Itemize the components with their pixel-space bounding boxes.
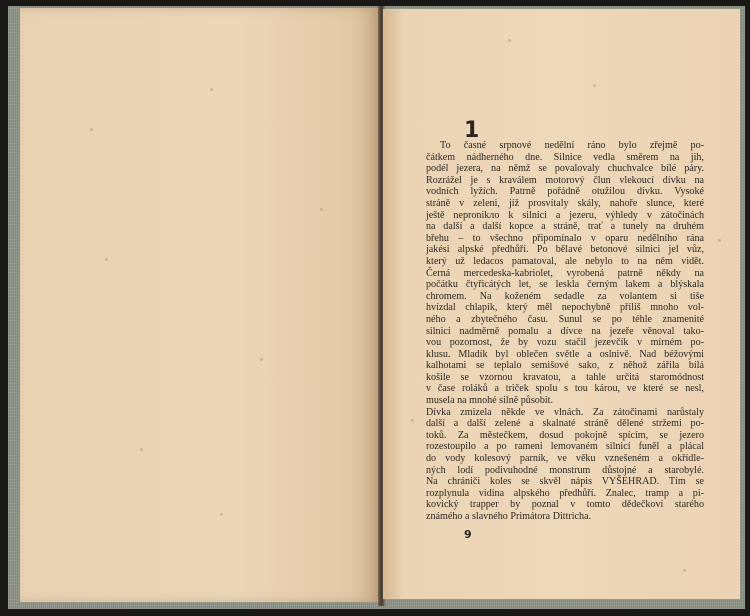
page-number: 9 <box>464 528 472 541</box>
text-line: ještě nepronikло k silnici a jezeru, výhledy v zátočinách <box>426 209 704 221</box>
text-line: To časné srpnové nedělní ráno bylo zřejmě po- <box>440 140 704 151</box>
text-line: podél jezera, na němž se povalovaly chuchvalce bílé páry. <box>426 163 704 175</box>
text-line: stráně v zeleni, jíž prosvítaly skály, nahoře slunce, které <box>426 197 704 209</box>
chapter-body-text <box>426 140 704 523</box>
left-page <box>20 8 380 602</box>
text-line: který už ledacos pamatoval, ale nebylo to na něm vidět. <box>426 255 704 267</box>
text-line: břehu – to všechno připomínalo v oparu nedělního rána <box>426 232 704 244</box>
text-line: ných lodí podivuhodné monstrum důstojné a starobylé. <box>426 464 704 476</box>
text-line: do vody kolesový parník, ve věku vznešeném a okřídle- <box>426 453 704 465</box>
text-line: musela na mnohé silně působit. <box>426 395 553 407</box>
text-line: vou pozornost, že by vozu stačil jezevčík v mírném po- <box>426 337 704 349</box>
text-line: jakési alpské předhůří. Po bělavé betonové silnici jel vůz, <box>426 244 704 256</box>
text-line: toků. Za městečkem, dosud pokojně spícím, se jezero <box>426 429 704 441</box>
text-line: hvízdal chlapík, který měl nepochybně příliš mnoho vol- <box>426 302 704 314</box>
text-line: další a další zelené a skalnaté stráně dělené stržemi po- <box>426 418 704 430</box>
text-line: klusu. Mladík byl oblečen světle a oslnivě. Nad béžovými <box>426 348 704 360</box>
text-line: chromem. Na koženém sedadle za volantem si tiše <box>426 290 704 302</box>
text-line: Černá mercedeska-kabriolet, vyrobená patrně někdy na <box>426 267 704 279</box>
text-line: známého a slavného Primátora Dittricha. <box>426 511 592 522</box>
text-line: Dívka zmizela někde ve vlnách. Za zátočinami narůstaly <box>426 406 704 418</box>
text-line: kalhotami se teplalo semišové sako, z něhož zářila bílá <box>426 360 704 372</box>
text-line: počátku čtyřicátých let, se leskla černým lakem a blýskala <box>426 279 704 291</box>
text-line: Na chrániči koles se skvěl nápis VYŠEHRAD. Tím se <box>426 476 704 488</box>
text-line: na další a další kopce a stráně, trať a tunely na druhém <box>426 221 704 233</box>
text-line: čátkem nádherného dne. Silnice vedla směrem na jih, <box>426 151 704 163</box>
text-line: silnici nadměrně pomalu a dívce na jezeře věnoval tako- <box>426 325 704 337</box>
text-line: rozestoupilo a po rameni lemovaném silnicí funěl a plácal <box>426 441 704 453</box>
text-line: rozplynula vidina alpského předhůří. Znalec, tramp a pi- <box>426 487 704 499</box>
text-line: ného a zbytečného času. Sunul se po téhle znamenité <box>426 313 704 325</box>
text-line: vodních lyžích. Patrně pořádně otužilou dívku. Vysoké <box>426 186 704 198</box>
text-line: košile se vzornou kravatou, a tahle určitá staromódnost <box>426 371 704 383</box>
text-line: v čase roláků a triček spolu s tou károu, ve které se nesl, <box>426 383 704 395</box>
text-line: kovický trapper by poznal v tomto dědečkoví starého <box>426 499 704 511</box>
text-line: Rozrážel je s kraválem motorový člun vlekoucí dívku na <box>426 174 704 186</box>
chapter-number: 1 <box>464 118 480 143</box>
